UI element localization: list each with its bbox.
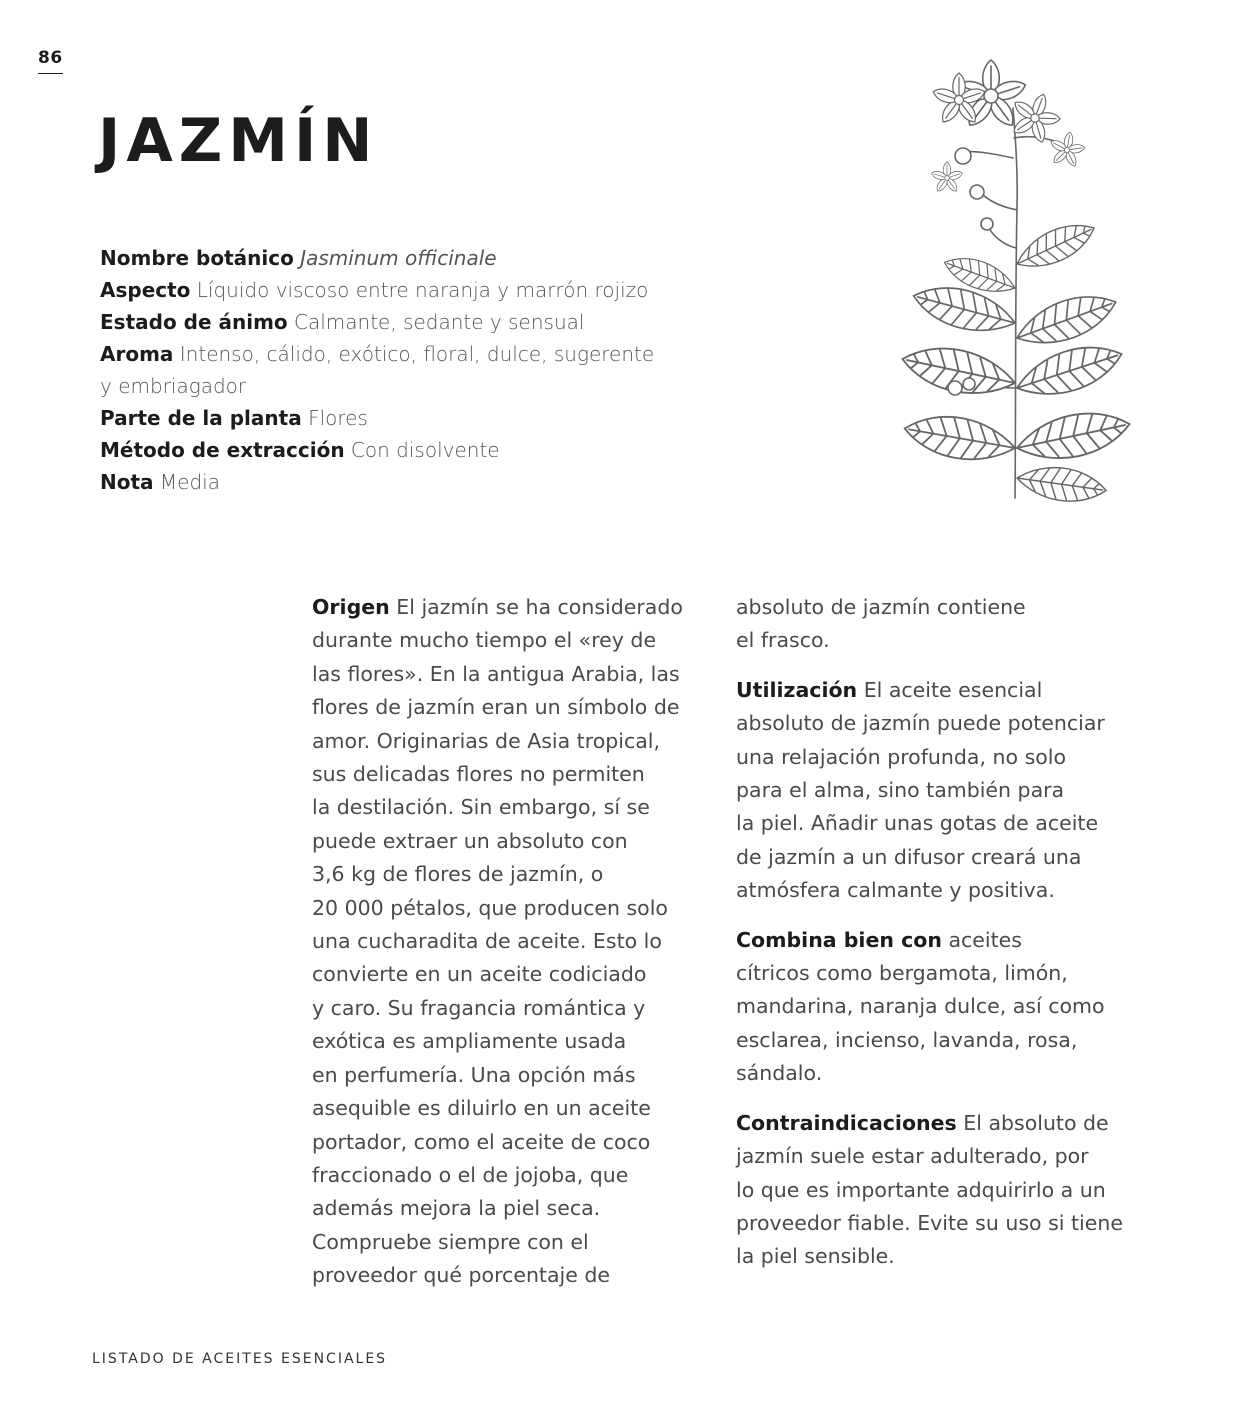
usage-label: Utilización — [736, 677, 858, 702]
origin-line: y caro. Su fragancia romántica y — [312, 995, 646, 1020]
fact-value: Jasminum officinale — [300, 246, 497, 270]
contraindications-line: jazmín suele estar adulterado, por — [736, 1144, 1089, 1169]
paragraph-origin-continued — [736, 591, 1131, 658]
origin-line: sus delicadas flores no permiten — [312, 762, 645, 787]
fact-label: Estado de ánimo — [100, 310, 288, 334]
origin-line: absoluto de jazmín contiene — [736, 595, 1026, 619]
column-right — [736, 591, 1131, 1290]
origin-line: flores de jazmín eran un símbolo de — [312, 695, 680, 720]
usage-line: absoluto de jazmín puede potenciar — [736, 711, 1105, 736]
paragraph-origin — [312, 591, 707, 1293]
fact-label: Método de extracción — [100, 438, 345, 462]
fact-botanical-name — [100, 242, 680, 274]
fact-mood — [100, 306, 680, 338]
fact-extraction-method — [100, 434, 680, 466]
contraindications-label: Contraindicaciones — [736, 1110, 957, 1135]
blends-line: sándalo. — [736, 1061, 823, 1086]
blends-line: aceites — [948, 927, 1022, 952]
origin-line: proveedor qué porcentaje de — [312, 1263, 610, 1288]
facts-list — [100, 242, 680, 498]
origin-line: una cucharadita de aceite. Esto lo — [312, 929, 662, 954]
origin-line: Compruebe siempre con el — [312, 1229, 589, 1254]
usage-line: El aceite esencial — [863, 677, 1043, 702]
fact-value: Calmante, sedante y sensual — [294, 310, 585, 334]
origin-line: en perfumería. Una opción más — [312, 1062, 636, 1087]
contraindications-line: El absoluto de — [963, 1110, 1109, 1135]
fact-note — [100, 466, 680, 498]
origin-line: la destilación. Sin embargo, sí se — [312, 795, 650, 820]
contraindications-line: la piel sensible. — [736, 1244, 895, 1269]
fact-label: Nombre botánico — [100, 246, 294, 270]
usage-line: para el alma, sino también para — [736, 778, 1065, 803]
origin-line: El jazmín se ha considerado — [396, 595, 683, 619]
fact-plant-part — [100, 402, 680, 434]
origin-label: Origen — [312, 595, 390, 619]
contraindications-line: lo que es importante adquirirlo a un — [736, 1177, 1106, 1202]
origin-line: amor. Originarias de Asia tropical, — [312, 728, 660, 753]
origin-line: portador, como el aceite de coco — [312, 1129, 651, 1154]
paragraph-contraindications — [736, 1107, 1131, 1274]
fact-label: Parte de la planta — [100, 406, 302, 430]
origin-line: exótica es ampliamente usada — [312, 1029, 627, 1054]
origin-line: convierte en un aceite codiciado — [312, 962, 647, 987]
origin-line: las flores». En la antigua Arabia, las — [312, 661, 680, 686]
fact-value: Media — [159, 470, 220, 494]
fact-value: Líquido viscoso entre naranja y marrón rojizo — [196, 278, 649, 302]
blends-line: cítricos como bergamota, limón, — [736, 961, 1068, 986]
paragraph-blends — [736, 924, 1131, 1091]
origin-line: asequible es diluirlo en un aceite — [312, 1096, 651, 1121]
running-footer: LISTADO DE ACEITES ESENCIALES — [92, 1351, 388, 1367]
blends-line: mandarina, naranja dulce, así como — [736, 994, 1105, 1019]
origin-line: puede extraer un absoluto con — [312, 828, 628, 853]
fact-value: Intenso, cálido, exótico, floral, dulce, sugerente — [179, 342, 655, 366]
fact-aroma — [100, 338, 680, 370]
blends-label: Combina bien con — [736, 927, 942, 952]
jasmine-plant-illustration — [895, 38, 1135, 503]
fact-value: Flores — [308, 406, 368, 430]
usage-line: de jazmín a un difusor creará una — [736, 844, 1082, 869]
fact-aspect — [100, 274, 680, 306]
usage-line: atmósfera calmante y positiva. — [736, 878, 1055, 903]
origin-line: además mejora la piel seca. — [312, 1196, 601, 1221]
usage-line: la piel. Añadir unas gotas de aceite — [736, 811, 1099, 836]
column-left — [312, 591, 707, 1309]
origin-line: 20 000 pétalos, que producen solo — [312, 895, 668, 920]
fact-label: Aroma — [100, 342, 174, 366]
fact-label: Nota — [100, 470, 154, 494]
fact-value: Con disolvente — [350, 438, 500, 462]
page-number: 86 — [38, 48, 63, 74]
fact-aroma-continued: y embriagador — [100, 374, 247, 398]
origin-line: 3,6 kg de flores de jazmín, o — [312, 862, 604, 887]
fact-label: Aspecto — [100, 278, 191, 302]
origin-line: durante mucho tiempo el «rey de — [312, 628, 657, 653]
origin-line: el frasco. — [736, 628, 830, 653]
usage-line: una relajación profunda, no solo — [736, 744, 1067, 769]
paragraph-usage — [736, 674, 1131, 908]
blends-line: esclarea, incienso, lavanda, rosa, — [736, 1027, 1078, 1052]
contraindications-line: proveedor fiable. Evite su uso si tiene — [736, 1210, 1123, 1235]
page-title: JAZMÍN — [98, 106, 379, 176]
origin-line: fraccionado o el de jojoba, que — [312, 1162, 629, 1187]
